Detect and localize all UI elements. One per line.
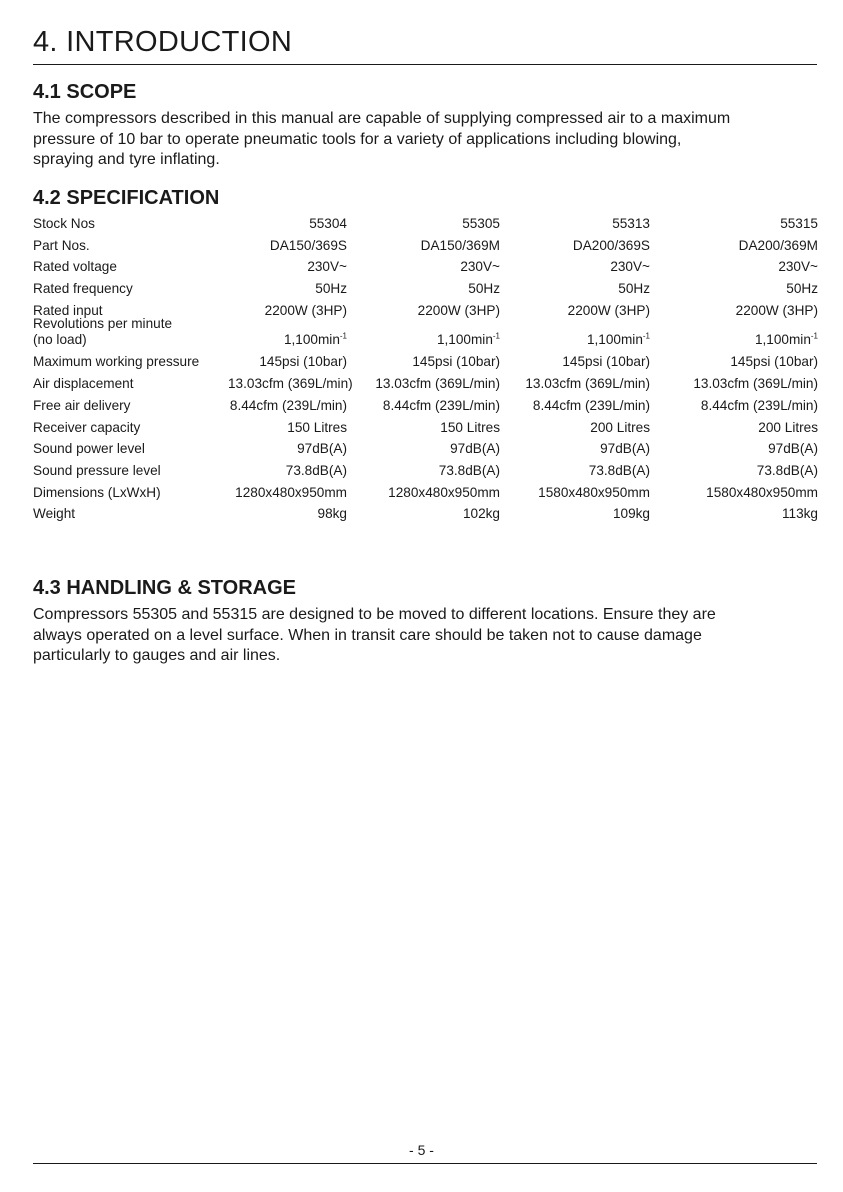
spec-label: Stock Nos <box>33 216 95 231</box>
spec-value <box>650 373 818 395</box>
section-heading-handling: 4.3 HANDLING & STORAGE <box>33 577 296 599</box>
spec-value <box>500 417 650 439</box>
spec-value <box>228 373 353 395</box>
spec-value-text: 1,100min <box>754 332 811 348</box>
spec-value <box>500 300 650 322</box>
spec-value-text: 50Hz <box>315 281 347 297</box>
unit-superscript: -1 <box>339 331 347 341</box>
spec-row <box>33 351 818 373</box>
spec-value-text: 8.44cfm (239L/min) <box>700 397 818 413</box>
spec-value <box>347 235 500 257</box>
spec-value-text: 73.8dB(A) <box>438 462 500 478</box>
spec-label: Part Nos. <box>33 237 90 253</box>
section-heading-specification: 4.2 SPECIFICATION <box>33 187 220 209</box>
handling-paragraph <box>33 605 823 667</box>
spec-value-text: 97dB(A) <box>297 441 347 457</box>
spec-value-text: 13.03cfm (369L/min) <box>228 376 353 392</box>
spec-value-text: 8.44cfm (239L/min) <box>532 397 650 413</box>
spec-value <box>228 482 347 504</box>
spec-value-text: 8.44cfm (239L/min) <box>382 397 500 413</box>
spec-value-text: 145psi (10bar) <box>412 354 500 370</box>
spec-value-text: 145psi (10bar) <box>730 354 818 370</box>
spec-value <box>347 373 500 395</box>
spec-value-text: 2200W (3HP) <box>264 302 347 318</box>
spec-value <box>500 373 650 395</box>
spec-value-text: DA200/369M <box>738 237 818 253</box>
spec-value-text: 145psi (10bar) <box>562 354 650 370</box>
spec-label: Air displacement <box>33 376 134 392</box>
spec-value-text: 55315 <box>780 216 818 231</box>
spec-value <box>228 300 347 322</box>
spec-value-text: DA150/369M <box>420 237 500 253</box>
spec-value <box>650 235 818 257</box>
spec-label: Revolutions per minute <box>33 316 173 332</box>
spec-value-text: 50Hz <box>618 281 650 297</box>
spec-value <box>347 278 500 300</box>
page-title: 4. INTRODUCTION <box>33 26 293 58</box>
spec-row <box>33 316 818 351</box>
spec-value <box>347 482 500 504</box>
spec-value-text: 1580x480x950mm <box>706 484 818 500</box>
spec-value <box>500 235 650 257</box>
spec-row <box>33 503 818 525</box>
spec-value-text: 230V~ <box>778 259 818 275</box>
paragraph-line: spraying and tyre inflating. <box>33 151 220 168</box>
spec-label: Maximum working pressure <box>33 354 200 370</box>
spec-value-text: 13.03cfm (369L/min) <box>375 376 500 392</box>
spec-value-text: 97dB(A) <box>768 441 818 457</box>
spec-value <box>347 438 500 460</box>
spec-value-text: 55304 <box>309 216 347 231</box>
spec-value <box>347 256 500 278</box>
spec-value <box>228 503 347 525</box>
paragraph-line: particularly to gauges and air lines. <box>33 647 281 664</box>
spec-value <box>347 300 500 322</box>
scope-paragraph <box>33 109 823 171</box>
spec-label: Weight <box>33 506 76 522</box>
spec-value <box>228 395 347 417</box>
spec-value-text: 50Hz <box>468 281 500 297</box>
spec-value <box>228 351 347 373</box>
spec-value <box>347 351 500 373</box>
spec-value-text: 150 Litres <box>287 419 347 435</box>
spec-value-text: DA200/369S <box>572 237 650 253</box>
spec-value-text: 150 Litres <box>440 419 500 435</box>
spec-value-text: 50Hz <box>786 281 818 297</box>
spec-value-text: 230V~ <box>460 259 500 275</box>
spec-value-text: 2200W (3HP) <box>417 302 500 318</box>
spec-value <box>228 329 347 351</box>
spec-value-text: 102kg <box>462 506 500 522</box>
spec-value-text: 145psi (10bar) <box>259 354 347 370</box>
spec-value-text: DA150/369S <box>269 237 347 253</box>
spec-value <box>650 395 818 417</box>
spec-value-text: 55305 <box>462 216 500 231</box>
spec-value <box>347 503 500 525</box>
spec-value-text: 2200W (3HP) <box>735 302 818 318</box>
spec-value <box>650 438 818 460</box>
spec-value <box>228 417 347 439</box>
section-heading-scope: 4.1 SCOPE <box>33 81 137 103</box>
spec-row <box>33 256 818 278</box>
spec-row <box>33 395 818 417</box>
spec-value <box>650 417 818 439</box>
spec-value <box>650 256 818 278</box>
spec-label: Rated frequency <box>33 281 133 297</box>
paragraph-line: always operated on a level surface. When in transit care should be taken not to cause damage <box>33 626 702 644</box>
spec-value-text: 200 Litres <box>758 419 818 435</box>
spec-value-text: 1,100min <box>436 332 493 348</box>
spec-value <box>228 256 347 278</box>
specification-table <box>33 213 818 525</box>
spec-value-text: 97dB(A) <box>450 441 500 457</box>
spec-value-text: 8.44cfm (239L/min) <box>229 397 347 413</box>
spec-value-text: 200 Litres <box>590 419 650 435</box>
spec-row <box>33 373 818 395</box>
spec-value-text: 73.8dB(A) <box>588 462 650 478</box>
spec-value <box>228 438 347 460</box>
spec-value-text: 98kg <box>317 506 347 522</box>
spec-value <box>650 351 818 373</box>
footer-divider <box>33 1163 817 1164</box>
spec-value <box>500 460 650 482</box>
spec-row <box>33 417 818 439</box>
spec-value-text: 73.8dB(A) <box>756 462 818 478</box>
spec-value <box>347 395 500 417</box>
spec-value <box>650 213 818 235</box>
spec-value <box>347 460 500 482</box>
spec-row <box>33 278 818 300</box>
spec-value-text: 1,100min <box>283 332 340 348</box>
spec-label-sub: (no load) <box>33 332 87 348</box>
spec-value <box>228 213 347 235</box>
spec-value-text: 73.8dB(A) <box>285 462 347 478</box>
paragraph-line: pressure of 10 bar to operate pneumatic tools for a variety of applications including blowing, <box>33 130 682 148</box>
spec-value-text: 55313 <box>612 216 650 231</box>
spec-value <box>500 503 650 525</box>
spec-value <box>650 300 818 322</box>
unit-superscript: -1 <box>492 331 500 341</box>
spec-value <box>228 278 347 300</box>
spec-value-text: 13.03cfm (369L/min) <box>693 376 818 392</box>
spec-label: Dimensions (LxWxH) <box>33 484 161 500</box>
spec-value <box>228 460 347 482</box>
spec-value <box>347 329 500 351</box>
spec-label: Sound power level <box>33 441 145 457</box>
spec-value <box>228 235 347 257</box>
spec-value-text: 1,100min <box>586 332 643 348</box>
spec-value-text: 113kg <box>781 506 818 522</box>
unit-superscript: -1 <box>810 331 818 341</box>
page-number: - 5 - <box>409 1142 434 1158</box>
spec-row <box>33 460 818 482</box>
spec-value <box>500 395 650 417</box>
spec-label: Sound pressure level <box>33 462 161 478</box>
spec-label: Rated voltage <box>33 259 117 275</box>
spec-value-text: 1580x480x950mm <box>538 484 650 500</box>
spec-value-text: 230V~ <box>307 259 347 275</box>
spec-value <box>500 256 650 278</box>
spec-value-text: 1280x480x950mm <box>388 484 500 500</box>
spec-value <box>650 460 818 482</box>
spec-value-text: 2200W (3HP) <box>567 302 650 318</box>
spec-value-text: 230V~ <box>610 259 650 275</box>
spec-row <box>33 213 818 235</box>
spec-label: Free air delivery <box>33 397 131 413</box>
spec-value <box>500 482 650 504</box>
spec-value-text: 109kg <box>612 506 650 522</box>
spec-value <box>500 278 650 300</box>
spec-value-text: 1280x480x950mm <box>235 484 347 500</box>
title-divider <box>33 64 817 65</box>
spec-row <box>33 235 818 257</box>
spec-value <box>650 329 818 351</box>
spec-value <box>347 213 500 235</box>
spec-label: Receiver capacity <box>33 419 141 435</box>
spec-value <box>500 329 650 351</box>
paragraph-line: The compressors described in this manual are capable of supplying compressed air to a maximum <box>33 110 731 127</box>
spec-value <box>650 482 818 504</box>
spec-value <box>650 503 818 525</box>
paragraph-line: Compressors 55305 and 55315 are designed to be moved to different locations. Ensure they are <box>33 606 716 623</box>
spec-value-text: 13.03cfm (369L/min) <box>525 376 650 392</box>
unit-superscript: -1 <box>642 331 650 341</box>
spec-label: Rated input <box>33 302 103 318</box>
spec-value <box>500 213 650 235</box>
spec-value <box>500 438 650 460</box>
spec-value <box>650 278 818 300</box>
spec-row <box>33 482 818 504</box>
spec-value-text: 97dB(A) <box>600 441 650 457</box>
spec-value <box>347 417 500 439</box>
spec-value <box>500 351 650 373</box>
spec-row <box>33 438 818 460</box>
